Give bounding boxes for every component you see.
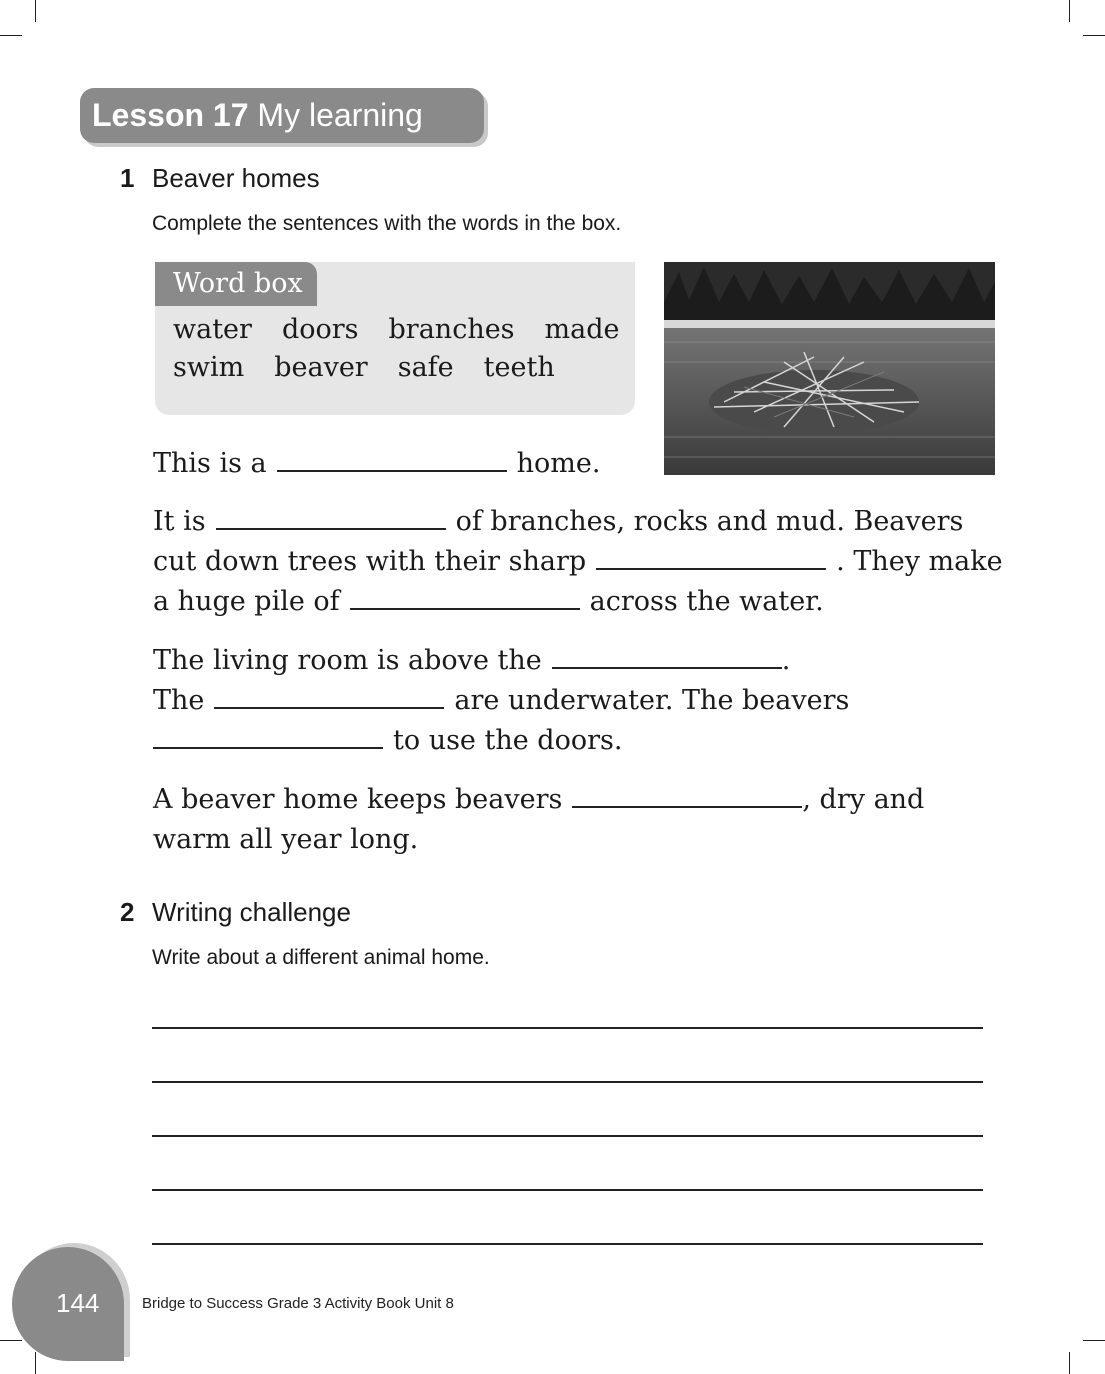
sentence-text: The: [153, 685, 205, 716]
question-1-number: 1: [120, 163, 135, 193]
word: safe: [397, 352, 454, 383]
sentence-text: are underwater. The beavers: [454, 685, 850, 716]
sentence-text: to use the doors.: [393, 725, 623, 756]
sentence-text: . They make: [836, 546, 1003, 577]
lesson-title: My learning: [257, 97, 423, 133]
beaver-lodge-photo: [664, 262, 995, 475]
footer-credit: [142, 1295, 454, 1312]
crop-mark: [1083, 1340, 1105, 1341]
question-1-title: Beaver homes: [152, 163, 320, 193]
crop-mark: [0, 1340, 22, 1341]
sentence-line: [153, 824, 418, 855]
sentence-line: [153, 546, 1003, 577]
crop-mark: [1069, 0, 1070, 22]
word-box-row-2: [173, 352, 585, 383]
footer-book: Grade 3 Activity Book Unit 8: [267, 1295, 454, 1312]
lesson-banner: [80, 88, 484, 143]
sentence-text: A beaver home keeps beavers: [153, 784, 563, 815]
question-2-title: Writing challenge: [152, 897, 351, 927]
writing-line[interactable]: [152, 1081, 983, 1083]
sentence-line: [153, 586, 824, 617]
crop-mark: [1083, 35, 1105, 36]
writing-line[interactable]: [152, 1027, 983, 1029]
answer-blank[interactable]: [153, 725, 383, 749]
sentence-line: [153, 506, 963, 537]
word: branches: [388, 314, 515, 345]
question-2-number: 2: [120, 897, 135, 927]
answer-blank[interactable]: [214, 685, 444, 709]
answer-blank[interactable]: [596, 546, 826, 570]
answer-blank[interactable]: [277, 448, 507, 472]
word: water: [173, 314, 252, 345]
word: beaver: [274, 352, 368, 383]
answer-blank[interactable]: [216, 506, 446, 530]
sentence-text: It is: [153, 506, 206, 537]
sentence-text: This is a: [153, 448, 267, 479]
sentence-text: across the water.: [589, 586, 824, 617]
word: teeth: [483, 352, 555, 383]
word: made: [544, 314, 620, 345]
crop-mark: [1069, 1352, 1070, 1374]
sentence-line: [153, 685, 849, 716]
sentence-text: The living room is above the: [153, 645, 542, 676]
crop-mark: [35, 0, 36, 22]
crop-mark: [0, 35, 22, 36]
answer-blank[interactable]: [572, 784, 802, 808]
answer-blank[interactable]: [552, 645, 782, 669]
word: doors: [281, 314, 359, 345]
writing-line[interactable]: [152, 1135, 983, 1137]
word: swim: [173, 352, 245, 383]
page-number: 144: [56, 1288, 100, 1318]
crop-mark: [35, 1352, 36, 1374]
sentence-text: home.: [516, 448, 601, 479]
sentence-text: of branches, rocks and mud. Beavers: [455, 506, 964, 537]
sentence-line: [153, 784, 924, 815]
word-box-row-1: [173, 314, 650, 345]
sentence-line: [153, 645, 790, 676]
sentence-text: a huge pile of: [153, 586, 340, 617]
word-box: [155, 262, 635, 415]
writing-line[interactable]: [152, 1243, 983, 1245]
writing-line[interactable]: [152, 1189, 983, 1191]
sentence-text: , dry and: [802, 784, 925, 815]
question-2-instruction: Write about a different animal home.: [152, 946, 490, 969]
answer-blank[interactable]: [350, 586, 580, 610]
sentence-text: cut down trees with their sharp: [153, 546, 587, 577]
sentence-line: [153, 448, 600, 479]
sentence-text: warm all year long.: [153, 824, 419, 855]
sentence-line: [153, 725, 622, 756]
sentence-text: .: [781, 645, 791, 676]
footer-series: Bridge to Success: [142, 1295, 263, 1312]
word-box-label: Word box: [155, 262, 317, 306]
lesson-label: Lesson 17: [92, 97, 249, 133]
question-1-instruction: Complete the sentences with the words in the box.: [152, 212, 622, 235]
